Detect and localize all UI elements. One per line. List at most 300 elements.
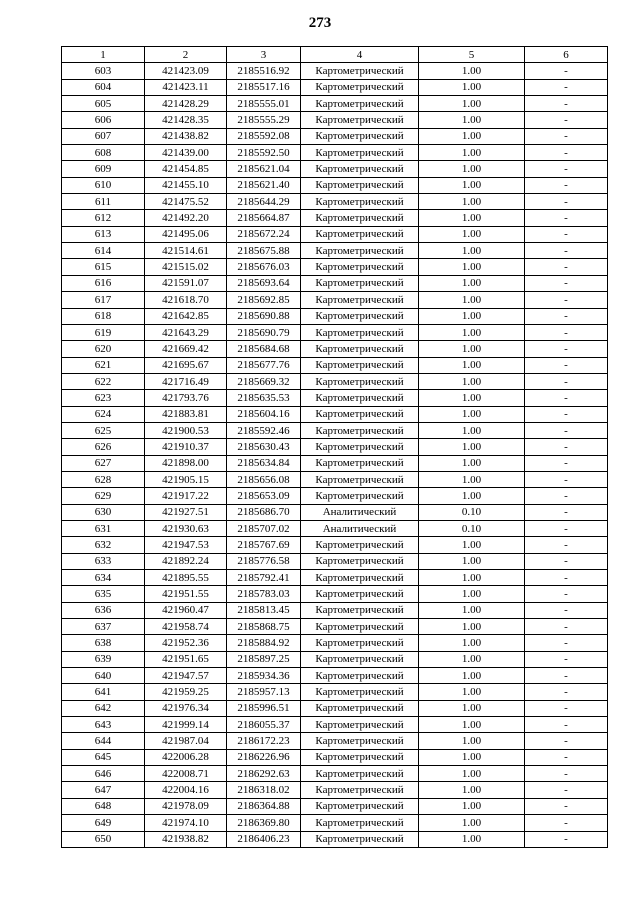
point-number-cell: 642: [62, 700, 145, 716]
note-cell: -: [525, 504, 608, 520]
x-coordinate-cell: 422006.28: [145, 749, 227, 765]
point-number-cell: 634: [62, 570, 145, 586]
y-coordinate-cell: 2185644.29: [227, 194, 301, 210]
accuracy-cell: 1.00: [419, 161, 525, 177]
note-cell: -: [525, 406, 608, 422]
accuracy-cell: 1.00: [419, 635, 525, 651]
table-row: [62, 341, 608, 357]
note-cell: -: [525, 292, 608, 308]
x-coordinate-cell: 421987.04: [145, 733, 227, 749]
note-cell: -: [525, 766, 608, 782]
point-number-cell: 624: [62, 406, 145, 422]
note-cell: -: [525, 177, 608, 193]
table-row: [62, 831, 608, 847]
table-row: [62, 292, 608, 308]
y-coordinate-cell: 2186369.80: [227, 815, 301, 831]
method-cell: Картометрический: [301, 210, 419, 226]
x-coordinate-cell: 421910.37: [145, 439, 227, 455]
x-coordinate-cell: 421591.07: [145, 275, 227, 291]
method-cell: Картометрический: [301, 128, 419, 144]
table-row: [62, 700, 608, 716]
x-coordinate-cell: 421428.35: [145, 112, 227, 128]
point-number-cell: 629: [62, 488, 145, 504]
note-cell: -: [525, 308, 608, 324]
table-row: [62, 798, 608, 814]
y-coordinate-cell: 2185686.70: [227, 504, 301, 520]
accuracy-cell: 1.00: [419, 324, 525, 340]
x-coordinate-cell: 421492.20: [145, 210, 227, 226]
note-cell: -: [525, 635, 608, 651]
method-cell: Картометрический: [301, 406, 419, 422]
note-cell: -: [525, 243, 608, 259]
point-number-cell: 608: [62, 145, 145, 161]
note-cell: -: [525, 782, 608, 798]
accuracy-cell: 1.00: [419, 373, 525, 389]
method-cell: Картометрический: [301, 145, 419, 161]
table-row: [62, 782, 608, 798]
table-row: [62, 471, 608, 487]
method-cell: Картометрический: [301, 766, 419, 782]
accuracy-cell: 1.00: [419, 602, 525, 618]
x-coordinate-cell: 421958.74: [145, 619, 227, 635]
x-coordinate-cell: 421898.00: [145, 455, 227, 471]
accuracy-cell: 1.00: [419, 684, 525, 700]
accuracy-cell: 1.00: [419, 537, 525, 553]
table-row: [62, 324, 608, 340]
note-cell: -: [525, 439, 608, 455]
y-coordinate-cell: 2185693.64: [227, 275, 301, 291]
note-cell: -: [525, 520, 608, 536]
method-cell: Картометрический: [301, 357, 419, 373]
point-number-cell: 606: [62, 112, 145, 128]
note-cell: -: [525, 668, 608, 684]
header-cell: 3: [227, 47, 301, 63]
y-coordinate-cell: 2185897.25: [227, 651, 301, 667]
table-row: [62, 194, 608, 210]
note-cell: -: [525, 161, 608, 177]
point-number-cell: 640: [62, 668, 145, 684]
method-cell: Картометрический: [301, 422, 419, 438]
note-cell: -: [525, 815, 608, 831]
method-cell: Картометрический: [301, 553, 419, 569]
x-coordinate-cell: 421917.22: [145, 488, 227, 504]
note-cell: -: [525, 422, 608, 438]
x-coordinate-cell: 422008.71: [145, 766, 227, 782]
method-cell: Картометрический: [301, 782, 419, 798]
table-row: [62, 79, 608, 95]
accuracy-cell: 1.00: [419, 717, 525, 733]
accuracy-cell: 1.00: [419, 308, 525, 324]
accuracy-cell: 1.00: [419, 798, 525, 814]
method-cell: Картометрический: [301, 292, 419, 308]
y-coordinate-cell: 2185664.87: [227, 210, 301, 226]
method-cell: Картометрический: [301, 259, 419, 275]
method-cell: Картометрический: [301, 373, 419, 389]
y-coordinate-cell: 2185676.03: [227, 259, 301, 275]
note-cell: -: [525, 112, 608, 128]
accuracy-cell: 1.00: [419, 177, 525, 193]
header-cell: 6: [525, 47, 608, 63]
point-number-cell: 615: [62, 259, 145, 275]
table-row: [62, 357, 608, 373]
point-number-cell: 632: [62, 537, 145, 553]
point-number-cell: 611: [62, 194, 145, 210]
x-coordinate-cell: 421895.55: [145, 570, 227, 586]
x-coordinate-cell: 421423.11: [145, 79, 227, 95]
y-coordinate-cell: 2185813.45: [227, 602, 301, 618]
point-number-cell: 607: [62, 128, 145, 144]
table-row: [62, 684, 608, 700]
y-coordinate-cell: 2185996.51: [227, 700, 301, 716]
method-cell: Картометрический: [301, 488, 419, 504]
table-row: [62, 145, 608, 161]
point-number-cell: 631: [62, 520, 145, 536]
method-cell: Картометрический: [301, 815, 419, 831]
method-cell: Картометрический: [301, 96, 419, 112]
point-number-cell: 609: [62, 161, 145, 177]
table-row: [62, 177, 608, 193]
accuracy-cell: 1.00: [419, 471, 525, 487]
point-number-cell: 619: [62, 324, 145, 340]
x-coordinate-cell: 421883.81: [145, 406, 227, 422]
method-cell: Картометрический: [301, 308, 419, 324]
y-coordinate-cell: 2185592.46: [227, 422, 301, 438]
table-row: [62, 63, 608, 79]
point-number-cell: 605: [62, 96, 145, 112]
table-row: [62, 422, 608, 438]
accuracy-cell: 1.00: [419, 145, 525, 161]
note-cell: -: [525, 63, 608, 79]
x-coordinate-cell: 421475.52: [145, 194, 227, 210]
point-number-cell: 637: [62, 619, 145, 635]
table-row: [62, 226, 608, 242]
method-cell: Картометрический: [301, 112, 419, 128]
table-row: [62, 619, 608, 635]
method-cell: Картометрический: [301, 177, 419, 193]
point-number-cell: 610: [62, 177, 145, 193]
y-coordinate-cell: 2186055.37: [227, 717, 301, 733]
note-cell: -: [525, 619, 608, 635]
table-row: [62, 570, 608, 586]
y-coordinate-cell: 2185621.04: [227, 161, 301, 177]
note-cell: -: [525, 553, 608, 569]
note-cell: -: [525, 488, 608, 504]
x-coordinate-cell: 421947.53: [145, 537, 227, 553]
accuracy-cell: 1.00: [419, 651, 525, 667]
point-number-cell: 649: [62, 815, 145, 831]
y-coordinate-cell: 2185592.08: [227, 128, 301, 144]
y-coordinate-cell: 2185604.16: [227, 406, 301, 422]
y-coordinate-cell: 2185792.41: [227, 570, 301, 586]
note-cell: -: [525, 700, 608, 716]
x-coordinate-cell: 421695.67: [145, 357, 227, 373]
y-coordinate-cell: 2186318.02: [227, 782, 301, 798]
note-cell: -: [525, 586, 608, 602]
x-coordinate-cell: 421974.10: [145, 815, 227, 831]
x-coordinate-cell: 421515.02: [145, 259, 227, 275]
y-coordinate-cell: 2185555.01: [227, 96, 301, 112]
y-coordinate-cell: 2185690.79: [227, 324, 301, 340]
x-coordinate-cell: 421669.42: [145, 341, 227, 357]
accuracy-cell: 1.00: [419, 275, 525, 291]
method-cell: Картометрический: [301, 651, 419, 667]
method-cell: Картометрический: [301, 275, 419, 291]
accuracy-cell: 1.00: [419, 831, 525, 847]
x-coordinate-cell: 421927.51: [145, 504, 227, 520]
header-cell: 2: [145, 47, 227, 63]
accuracy-cell: 0.10: [419, 504, 525, 520]
x-coordinate-cell: 421951.65: [145, 651, 227, 667]
method-cell: Картометрический: [301, 733, 419, 749]
method-cell: Картометрический: [301, 749, 419, 765]
method-cell: Картометрический: [301, 831, 419, 847]
accuracy-cell: 1.00: [419, 128, 525, 144]
note-cell: -: [525, 651, 608, 667]
y-coordinate-cell: 2185692.85: [227, 292, 301, 308]
x-coordinate-cell: 421514.61: [145, 243, 227, 259]
note-cell: -: [525, 537, 608, 553]
accuracy-cell: 1.00: [419, 782, 525, 798]
accuracy-cell: 1.00: [419, 668, 525, 684]
table-row: [62, 210, 608, 226]
accuracy-cell: 1.00: [419, 749, 525, 765]
note-cell: -: [525, 390, 608, 406]
table-row: [62, 586, 608, 602]
accuracy-cell: 1.00: [419, 619, 525, 635]
note-cell: -: [525, 145, 608, 161]
x-coordinate-cell: 421455.10: [145, 177, 227, 193]
y-coordinate-cell: 2185653.09: [227, 488, 301, 504]
note-cell: -: [525, 341, 608, 357]
method-cell: Картометрический: [301, 341, 419, 357]
table-row: [62, 488, 608, 504]
method-cell: Картометрический: [301, 243, 419, 259]
note-cell: -: [525, 733, 608, 749]
y-coordinate-cell: 2185634.84: [227, 455, 301, 471]
method-cell: Картометрический: [301, 570, 419, 586]
accuracy-cell: 1.00: [419, 586, 525, 602]
method-cell: Картометрический: [301, 684, 419, 700]
y-coordinate-cell: 2185957.13: [227, 684, 301, 700]
y-coordinate-cell: 2185690.88: [227, 308, 301, 324]
note-cell: -: [525, 373, 608, 389]
accuracy-cell: 1.00: [419, 406, 525, 422]
method-cell: Картометрический: [301, 635, 419, 651]
x-coordinate-cell: 421947.57: [145, 668, 227, 684]
point-number-cell: 641: [62, 684, 145, 700]
x-coordinate-cell: 421618.70: [145, 292, 227, 308]
accuracy-cell: 1.00: [419, 733, 525, 749]
accuracy-cell: 1.00: [419, 341, 525, 357]
x-coordinate-cell: 421423.09: [145, 63, 227, 79]
point-number-cell: 638: [62, 635, 145, 651]
note-cell: -: [525, 226, 608, 242]
point-number-cell: 646: [62, 766, 145, 782]
x-coordinate-cell: 421938.82: [145, 831, 227, 847]
x-coordinate-cell: 421960.47: [145, 602, 227, 618]
accuracy-cell: 1.00: [419, 210, 525, 226]
point-number-cell: 621: [62, 357, 145, 373]
method-cell: Картометрический: [301, 586, 419, 602]
accuracy-cell: 1.00: [419, 243, 525, 259]
method-cell: Картометрический: [301, 619, 419, 635]
note-cell: -: [525, 455, 608, 471]
table-row: [62, 243, 608, 259]
x-coordinate-cell: 421642.85: [145, 308, 227, 324]
method-cell: Картометрический: [301, 700, 419, 716]
note-cell: -: [525, 259, 608, 275]
table-row: [62, 259, 608, 275]
method-cell: Картометрический: [301, 79, 419, 95]
x-coordinate-cell: 421900.53: [145, 422, 227, 438]
y-coordinate-cell: 2185672.24: [227, 226, 301, 242]
x-coordinate-cell: 421892.24: [145, 553, 227, 569]
note-cell: -: [525, 831, 608, 847]
header-cell: 5: [419, 47, 525, 63]
accuracy-cell: 1.00: [419, 553, 525, 569]
x-coordinate-cell: 421716.49: [145, 373, 227, 389]
table-row: [62, 635, 608, 651]
method-cell: Картометрический: [301, 471, 419, 487]
x-coordinate-cell: 421454.85: [145, 161, 227, 177]
note-cell: -: [525, 684, 608, 700]
table-row: [62, 455, 608, 471]
accuracy-cell: 1.00: [419, 96, 525, 112]
point-number-cell: 626: [62, 439, 145, 455]
x-coordinate-cell: 421439.00: [145, 145, 227, 161]
table-row: [62, 733, 608, 749]
accuracy-cell: 1.00: [419, 766, 525, 782]
x-coordinate-cell: 421976.34: [145, 700, 227, 716]
table-row: [62, 520, 608, 536]
note-cell: -: [525, 717, 608, 733]
method-cell: Картометрический: [301, 324, 419, 340]
y-coordinate-cell: 2185669.32: [227, 373, 301, 389]
note-cell: -: [525, 357, 608, 373]
point-number-cell: 647: [62, 782, 145, 798]
point-number-cell: 603: [62, 63, 145, 79]
method-cell: Картометрический: [301, 717, 419, 733]
table-row: [62, 112, 608, 128]
note-cell: -: [525, 79, 608, 95]
table-row: [62, 717, 608, 733]
note-cell: -: [525, 210, 608, 226]
y-coordinate-cell: 2186172.23: [227, 733, 301, 749]
point-number-cell: 644: [62, 733, 145, 749]
point-number-cell: 643: [62, 717, 145, 733]
accuracy-cell: 1.00: [419, 488, 525, 504]
header-cell: 1: [62, 47, 145, 63]
y-coordinate-cell: 2185621.40: [227, 177, 301, 193]
table-row: [62, 537, 608, 553]
point-number-cell: 636: [62, 602, 145, 618]
accuracy-cell: 1.00: [419, 570, 525, 586]
accuracy-cell: 1.00: [419, 422, 525, 438]
y-coordinate-cell: 2186226.96: [227, 749, 301, 765]
x-coordinate-cell: 421495.06: [145, 226, 227, 242]
note-cell: -: [525, 602, 608, 618]
point-number-cell: 635: [62, 586, 145, 602]
table-row: [62, 406, 608, 422]
accuracy-cell: 1.00: [419, 63, 525, 79]
method-cell: Картометрический: [301, 668, 419, 684]
point-number-cell: 645: [62, 749, 145, 765]
table-row: [62, 275, 608, 291]
table-row: [62, 439, 608, 455]
x-coordinate-cell: 421952.36: [145, 635, 227, 651]
x-coordinate-cell: 421959.25: [145, 684, 227, 700]
page-number: 273: [308, 15, 332, 31]
accuracy-cell: 1.00: [419, 390, 525, 406]
x-coordinate-cell: 422004.16: [145, 782, 227, 798]
point-number-cell: 628: [62, 471, 145, 487]
x-coordinate-cell: 421978.09: [145, 798, 227, 814]
table-row: [62, 749, 608, 765]
point-number-cell: 618: [62, 308, 145, 324]
point-number-cell: 622: [62, 373, 145, 389]
accuracy-cell: 1.00: [419, 226, 525, 242]
method-cell: Картометрический: [301, 194, 419, 210]
method-cell: Картометрический: [301, 455, 419, 471]
method-cell: Картометрический: [301, 537, 419, 553]
note-cell: -: [525, 471, 608, 487]
x-coordinate-cell: 421793.76: [145, 390, 227, 406]
table-row: [62, 308, 608, 324]
table-header-row: [62, 47, 608, 63]
point-number-cell: 604: [62, 79, 145, 95]
point-number-cell: 617: [62, 292, 145, 308]
point-number-cell: 625: [62, 422, 145, 438]
y-coordinate-cell: 2185592.50: [227, 145, 301, 161]
y-coordinate-cell: 2185635.53: [227, 390, 301, 406]
note-cell: -: [525, 194, 608, 210]
y-coordinate-cell: 2185630.43: [227, 439, 301, 455]
note-cell: -: [525, 798, 608, 814]
method-cell: Картометрический: [301, 439, 419, 455]
point-number-cell: 639: [62, 651, 145, 667]
x-coordinate-cell: 421905.15: [145, 471, 227, 487]
table-row: [62, 373, 608, 389]
note-cell: -: [525, 128, 608, 144]
y-coordinate-cell: 2186292.63: [227, 766, 301, 782]
y-coordinate-cell: 2185656.08: [227, 471, 301, 487]
method-cell: Аналитический: [301, 504, 419, 520]
method-cell: Картометрический: [301, 161, 419, 177]
x-coordinate-cell: 421643.29: [145, 324, 227, 340]
x-coordinate-cell: 421438.82: [145, 128, 227, 144]
point-number-cell: 616: [62, 275, 145, 291]
accuracy-cell: 1.00: [419, 194, 525, 210]
table-row: [62, 766, 608, 782]
y-coordinate-cell: 2185675.88: [227, 243, 301, 259]
table-row: [62, 161, 608, 177]
accuracy-cell: 1.00: [419, 455, 525, 471]
note-cell: -: [525, 324, 608, 340]
coordinates-table: [61, 46, 608, 848]
method-cell: Картометрический: [301, 798, 419, 814]
point-number-cell: 620: [62, 341, 145, 357]
accuracy-cell: 1.00: [419, 79, 525, 95]
y-coordinate-cell: 2185884.92: [227, 635, 301, 651]
y-coordinate-cell: 2185516.92: [227, 63, 301, 79]
y-coordinate-cell: 2185555.29: [227, 112, 301, 128]
point-number-cell: 613: [62, 226, 145, 242]
x-coordinate-cell: 421999.14: [145, 717, 227, 733]
note-cell: -: [525, 749, 608, 765]
table-body: [62, 47, 608, 848]
y-coordinate-cell: 2185517.16: [227, 79, 301, 95]
point-number-cell: 633: [62, 553, 145, 569]
